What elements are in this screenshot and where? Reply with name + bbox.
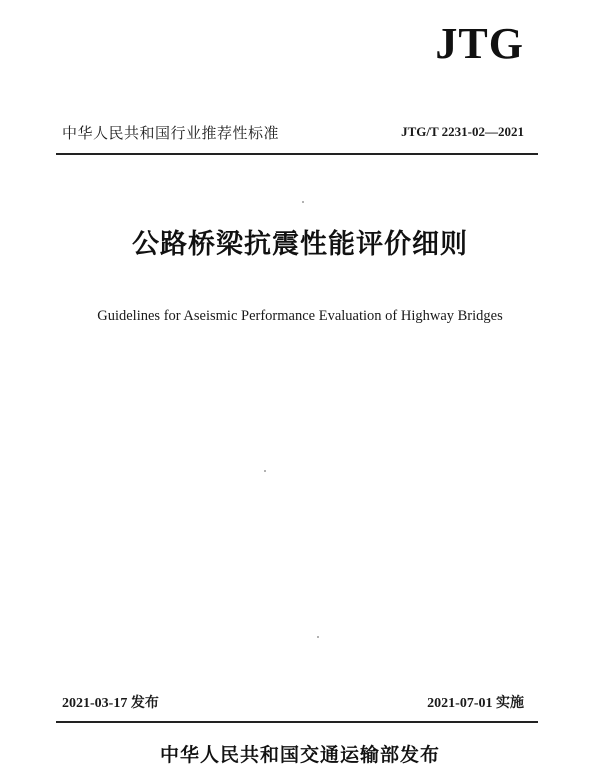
jtg-logo: JTG (435, 19, 524, 68)
scan-speck (317, 636, 319, 638)
issue-date: 2021-03-17 发布 (62, 696, 159, 711)
publisher: 中华人民共和国交通运输部发布 (159, 744, 440, 766)
standard-type: 中华人民共和国行业推荐性标准 (62, 124, 280, 142)
scan-speck (302, 201, 304, 203)
bottom-divider (56, 721, 538, 723)
standard-number: JTG/T 2231-02—2021 (401, 124, 524, 139)
top-divider (56, 153, 538, 155)
scan-speck (264, 470, 266, 472)
document-title-cn: 公路桥梁抗震性能评价细则 (132, 229, 468, 260)
implementation-date: 2021-07-01 实施 (427, 696, 524, 711)
document-title-en: Guidelines for Aseismic Performance Evaluation of Highway Bridges (97, 308, 503, 324)
